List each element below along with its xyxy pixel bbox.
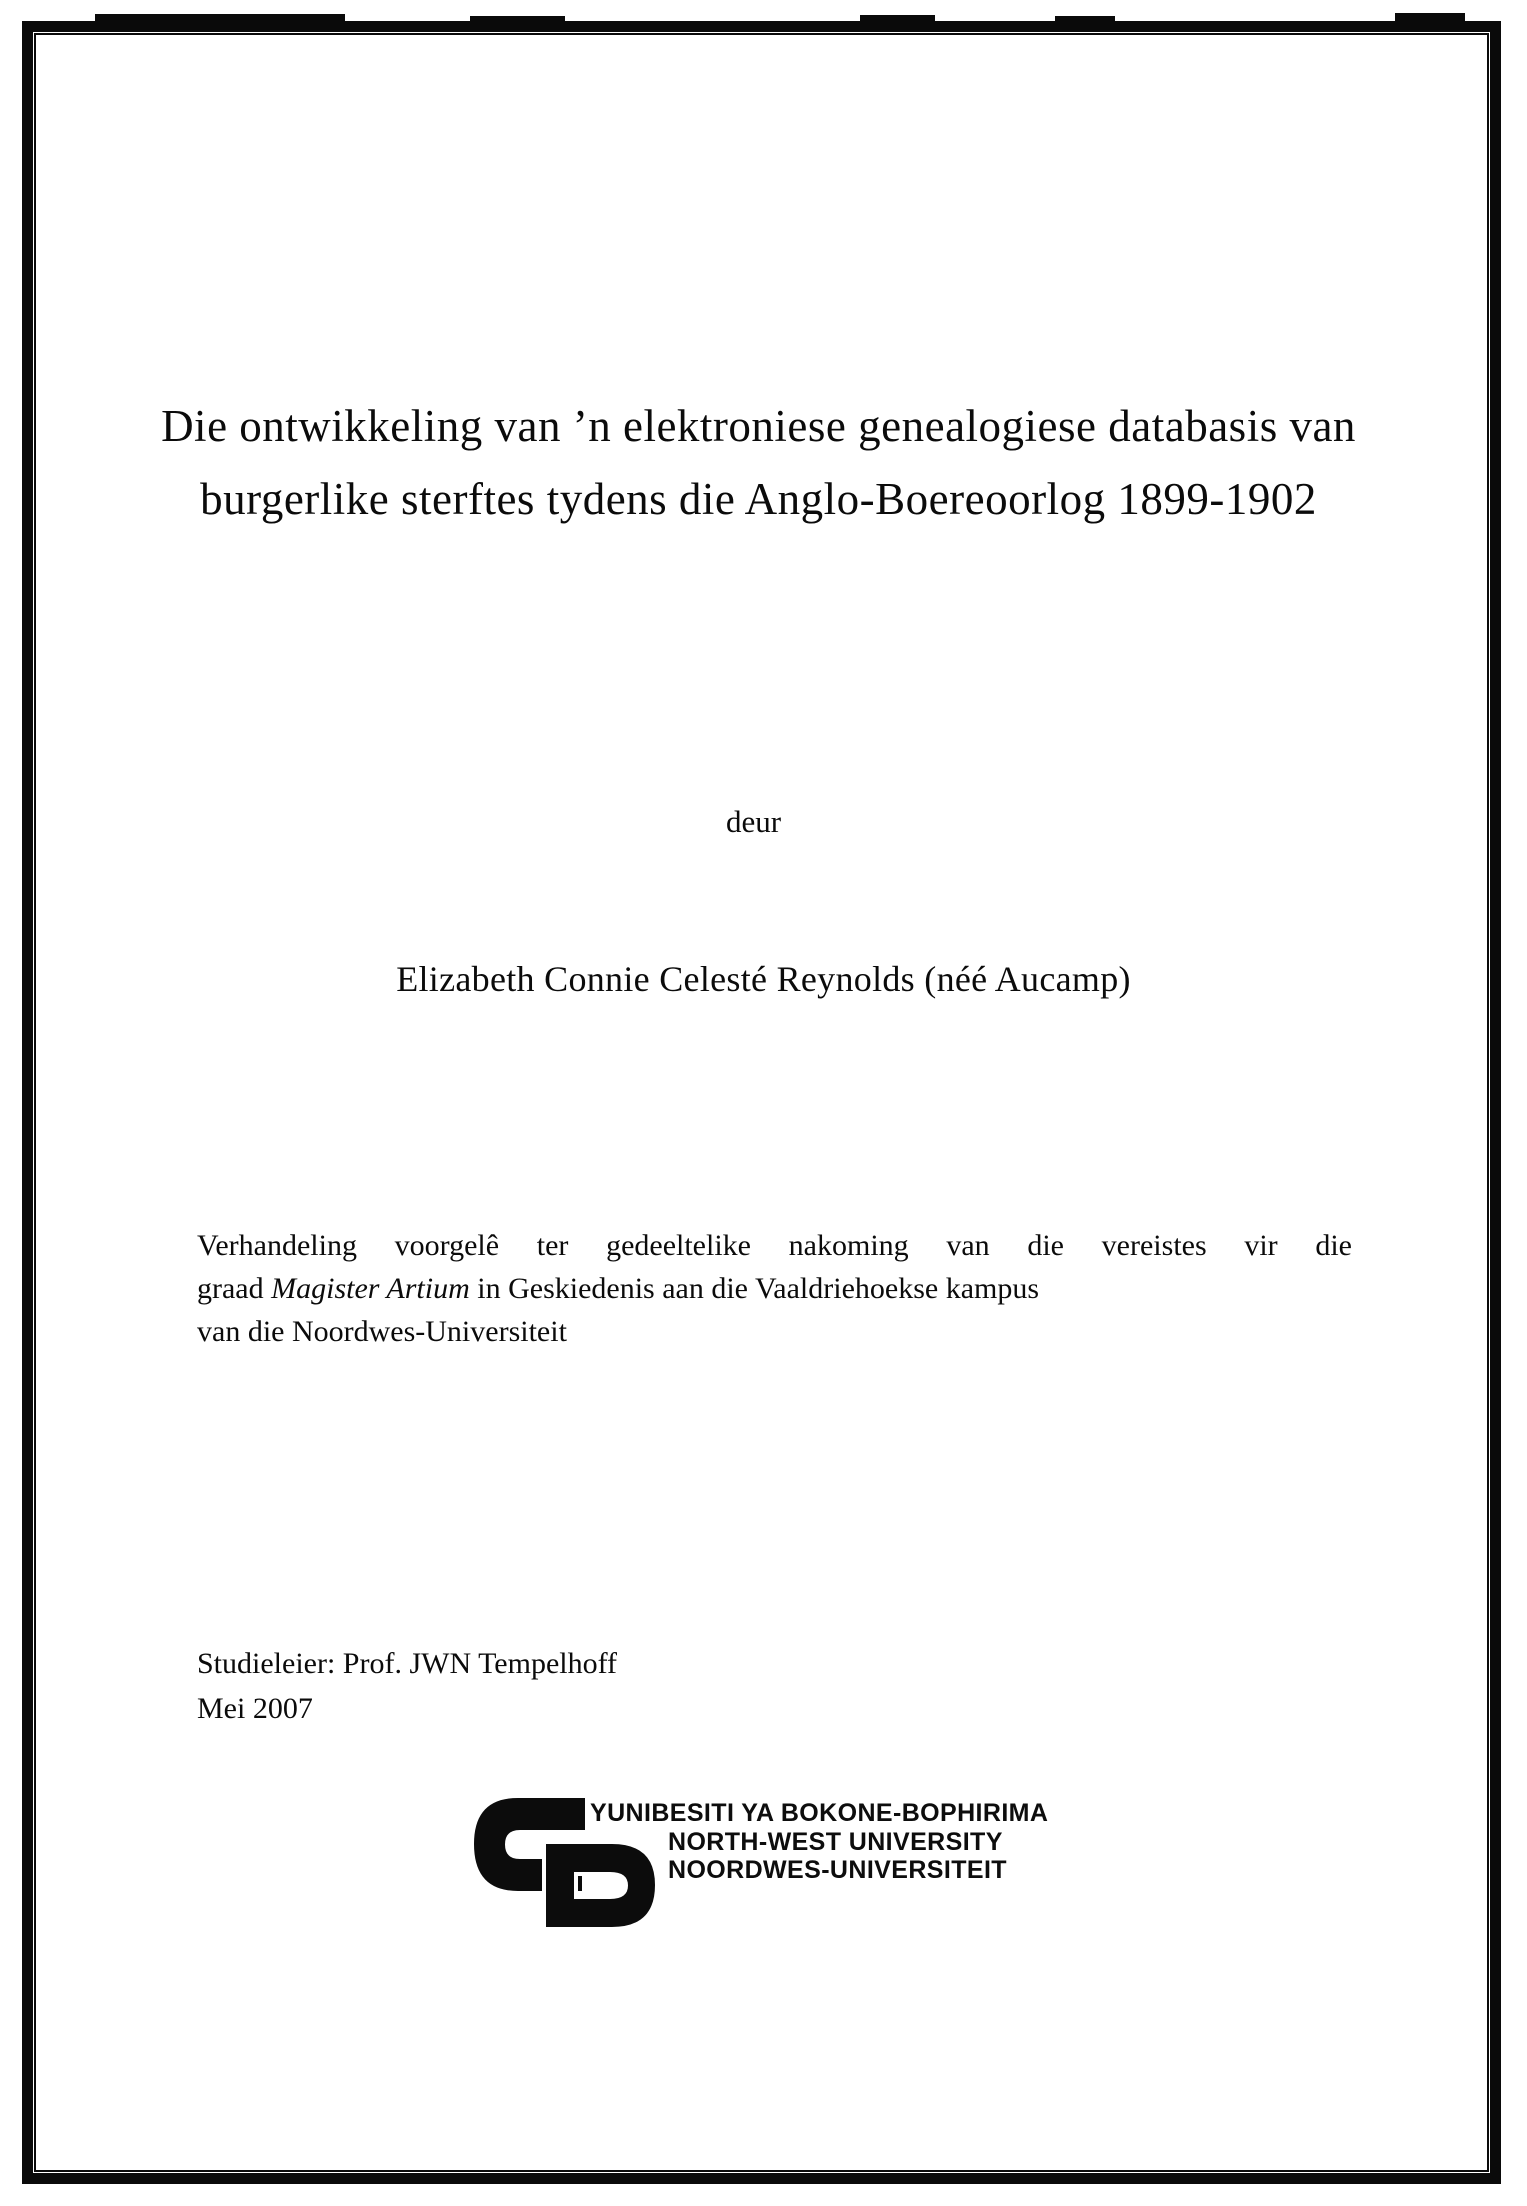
scan-artifact	[1395, 13, 1465, 21]
thesis-title-line1: Die ontwikkeling van ’n elektroniese genealogiese databasis van	[161, 401, 1356, 451]
byline-label: deur	[725, 804, 782, 839]
logo-text-line1: YUNIBESITI YA BOKONE-BOPHIRIMA	[590, 1799, 1049, 1827]
degree-statement-line3: van die Noordwes-Universiteit	[197, 1315, 567, 1348]
logo-text-line3: NOORDWES-UNIVERSITEIT	[668, 1856, 1007, 1884]
supervisor-block	[197, 1641, 617, 1731]
logo-text-line2: NORTH-WEST UNIVERSITY	[668, 1827, 1003, 1856]
degree-statement-line2	[197, 1267, 1352, 1310]
degree-statement	[197, 1224, 1352, 1353]
thesis-title-line2: burgerlike sterftes tydens die Anglo-Boereoorlog 1899-1902	[200, 474, 1317, 524]
university-logo	[470, 1797, 1110, 1937]
degree-statement-line2-post: in Geskiedenis aan die Vaaldriehoekse kampus	[469, 1272, 1040, 1305]
university-logo-text	[590, 1799, 1048, 1885]
date-line: Mei 2007	[197, 1692, 313, 1725]
thesis-title	[80, 390, 1437, 536]
author-name: Elizabeth Connie Celesté Reynolds (néé Aucamp)	[396, 959, 1131, 999]
degree-statement-line1: Verhandeling voorgelê ter gedeeltelike nakoming van die vereistes vir die	[197, 1229, 1352, 1262]
supervisor-line: Studieleier: Prof. JWN Tempelhoff	[197, 1647, 618, 1680]
degree-title-italic: Magister Artium	[271, 1272, 470, 1305]
degree-statement-line2-pre: graad	[197, 1272, 272, 1305]
